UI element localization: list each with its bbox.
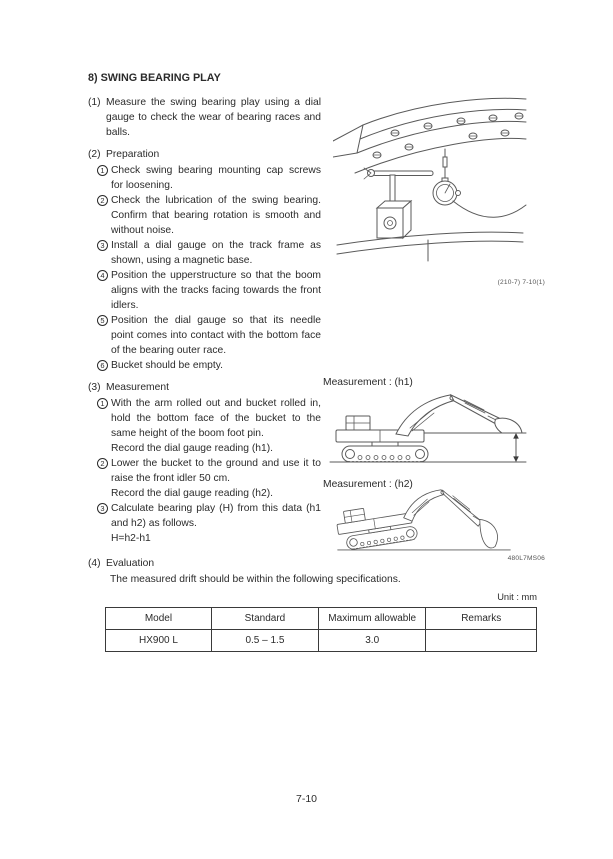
excavator-h1-figure xyxy=(328,388,528,478)
spec-table-header-row xyxy=(106,608,537,630)
evaluation-label: (4) xyxy=(88,558,101,569)
preparation-heading-text: Preparation xyxy=(106,149,160,160)
preparation-heading xyxy=(88,147,321,162)
magnetic-base-assembly xyxy=(364,168,433,238)
list-item xyxy=(97,396,321,456)
list-item-extra: Record the dial gauge reading (h1). xyxy=(111,443,273,454)
list-item-text: Bucket should be empty. xyxy=(111,360,223,371)
page-title: 8) SWING BEARING PLAY xyxy=(88,72,221,84)
page-number: 7-10 xyxy=(295,793,317,805)
list-item-text: Check the lubrication of the swing bearing. Confirm that bearing rotation is smooth and without noise. xyxy=(111,195,321,236)
circled-number: 3 xyxy=(97,503,108,514)
excavator-h1 xyxy=(336,395,522,462)
list-item-text xyxy=(111,456,321,501)
preparation-label: (2) xyxy=(88,149,101,160)
figure-code-caption: 480L7MS06 xyxy=(507,555,545,562)
circled-number: 4 xyxy=(97,270,108,281)
list-item-text: Install a dial gauge on the track frame as shown, using a magnetic base. xyxy=(111,240,321,266)
circled-number: 3 xyxy=(97,240,108,251)
circled-number: 5 xyxy=(97,315,108,326)
evaluation-section xyxy=(88,556,540,652)
list-item-text: Position the dial gauge so that its needle point comes into contact with the bottom face of the bearing outer race. xyxy=(111,315,321,356)
circled-number: 1 xyxy=(97,165,108,176)
measurement-heading xyxy=(88,380,321,395)
evaluation-heading-text: Evaluation xyxy=(106,558,155,569)
header-cell-standard: Standard xyxy=(211,608,318,630)
preparation-items xyxy=(88,163,321,373)
bearing-figure xyxy=(333,93,528,268)
h1-arrow xyxy=(513,433,519,462)
measurement-heading-text: Measurement xyxy=(106,382,169,393)
intro-paragraph xyxy=(88,95,321,140)
evaluation-sentence: The measured drift should be within the following specifications. xyxy=(110,574,401,585)
header-cell-maximum: Maximum allowable xyxy=(318,608,425,630)
excavator-h1-svg xyxy=(328,388,528,478)
list-item-text: Check swing bearing mounting cap screws for loosening. xyxy=(111,165,321,191)
unit-label: Unit : mm xyxy=(497,592,537,602)
bearing-figure-caption: (210-7) 7-10(1) xyxy=(497,279,545,286)
list-item xyxy=(97,501,321,546)
list-item xyxy=(97,268,321,313)
dial-gauge xyxy=(433,149,461,205)
header-cell-remarks: Remarks xyxy=(426,608,537,630)
intro-label: (1) xyxy=(88,97,101,108)
list-item xyxy=(97,238,321,268)
list-item xyxy=(97,456,321,501)
circled-number: 1 xyxy=(97,398,108,409)
excavator-h2-figure xyxy=(320,489,528,555)
excavator-h2-svg xyxy=(320,489,528,555)
cell-remarks xyxy=(426,630,537,652)
list-item-text xyxy=(111,396,321,456)
evaluation-heading xyxy=(88,556,540,571)
intro-text: Measure the swing bearing play using a dial gauge to check the wear of bearing races and balls. xyxy=(106,97,321,138)
list-item-main: Calculate bearing play (H) from this data (h1 and h2) as follows. xyxy=(111,503,321,529)
list-item-main: With the arm rolled out and bucket rolled in, hold the bottom face of the bucket to the same height of the boom foot pin. xyxy=(111,398,321,439)
measurement-items xyxy=(88,396,321,546)
list-item xyxy=(97,358,321,373)
h1-measurement-label: Measurement : (h1) xyxy=(323,377,413,388)
circled-number: 2 xyxy=(97,458,108,469)
list-item xyxy=(97,313,321,358)
table-row xyxy=(106,630,537,652)
list-item-extra: Record the dial gauge reading (h2). xyxy=(111,488,273,499)
list-item xyxy=(97,193,321,238)
list-item-text: Position the upperstructure so that the boom aligns with the tracks facing towards the front idlers. xyxy=(111,270,321,311)
h2-measurement-label: Measurement : (h2) xyxy=(323,479,413,490)
measurement-label: (3) xyxy=(88,382,101,393)
cell-model: HX900 L xyxy=(106,630,212,652)
list-item-main: Lower the bucket to the ground and use it to raise the front idler 50 cm. xyxy=(111,458,321,484)
text-column xyxy=(88,71,321,553)
excavator-h2-boom xyxy=(404,490,498,548)
cell-standard: 0.5 – 1.5 xyxy=(211,630,318,652)
circled-number: 6 xyxy=(97,360,108,371)
circled-number: 2 xyxy=(97,195,108,206)
cell-maximum: 3.0 xyxy=(318,630,425,652)
excavator-h2-body xyxy=(335,501,418,552)
bearing-figure-svg xyxy=(333,93,528,268)
spec-table xyxy=(105,607,537,652)
list-item-text xyxy=(111,501,321,546)
list-item xyxy=(97,163,321,193)
list-item-extra: H=h2-h1 xyxy=(111,533,151,544)
header-cell-model: Model xyxy=(106,608,212,630)
